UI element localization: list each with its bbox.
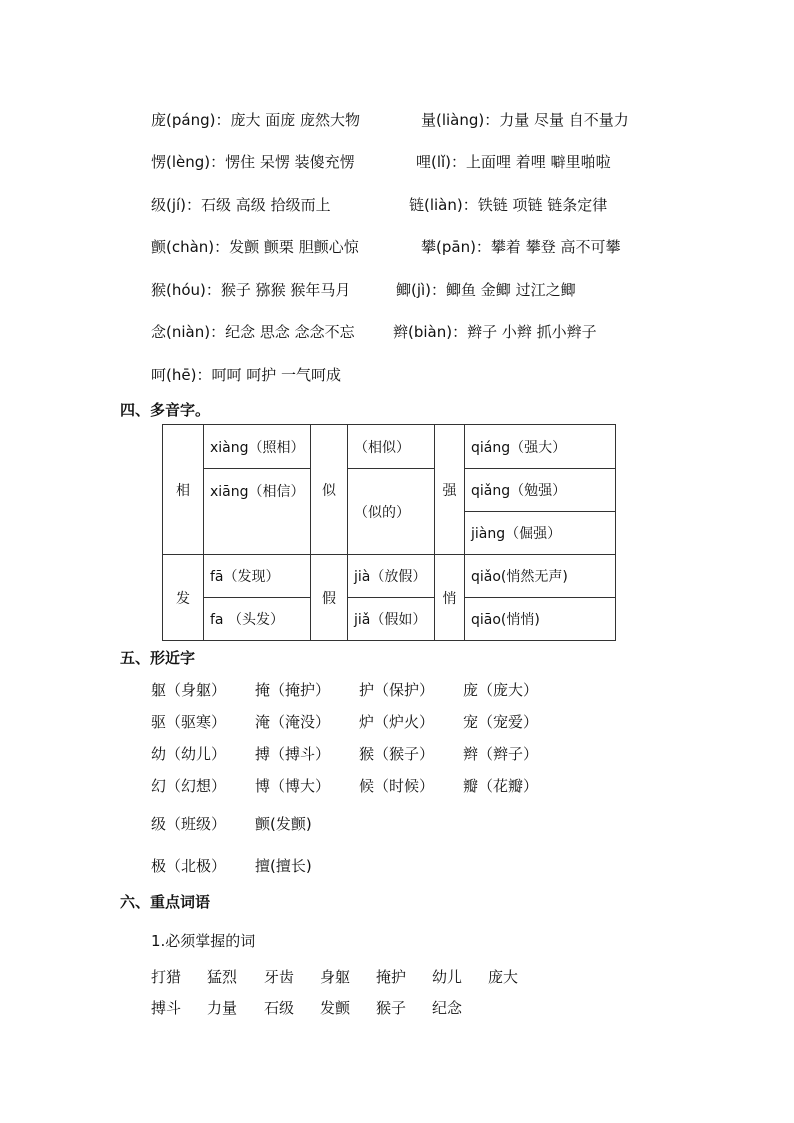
reading-cell: jiàng（倔强）	[465, 512, 616, 555]
key-word: 庞大	[488, 968, 519, 986]
char-cell: 悄	[435, 555, 465, 641]
pron-line: 猴(hóu)：猴子 猕猴 猴年马月	[151, 281, 351, 299]
char-cell: 强	[435, 425, 465, 555]
similar-char-item: 极（北极）	[151, 857, 227, 875]
similar-char-item: 宠（宠爱）	[463, 713, 539, 731]
similar-char-item: 猴（猴子）	[359, 745, 435, 763]
similar-char-item: 幻（幻想）	[151, 777, 227, 795]
similar-char-item: 博（博大）	[255, 777, 331, 795]
similar-char-item: 庞（庞大）	[463, 681, 539, 699]
section-heading: 六、重点词语	[120, 893, 211, 911]
key-word: 搏斗	[151, 999, 182, 1017]
key-word: 打猎	[151, 968, 182, 986]
similar-char-item: 护（保护）	[359, 681, 435, 699]
key-word: 纪念	[432, 999, 463, 1017]
section-heading: 四、多音字。	[120, 401, 211, 419]
similar-char-item: 淹（淹没）	[255, 713, 331, 731]
polyphone-table	[162, 424, 616, 641]
similar-char-item: 搏（搏斗）	[255, 745, 331, 763]
reading-cell: fā（发现）	[204, 555, 311, 598]
similar-char-item: 级（班级）	[151, 815, 227, 833]
key-word: 发颤	[320, 999, 351, 1017]
key-word: 猛烈	[207, 968, 238, 986]
similar-char-item: 掩（掩护）	[255, 681, 331, 699]
similar-char-item: 炉（炉火）	[359, 713, 435, 731]
similar-char-item: 瓣（花瓣）	[463, 777, 539, 795]
key-word: 掩护	[376, 968, 407, 986]
pron-line: 辫(biàn)：辫子 小辫 抓小辫子	[393, 323, 597, 341]
reading-cell: qiǎo(悄然无声)	[465, 555, 616, 598]
similar-char-item: 候（时候）	[359, 777, 435, 795]
char-cell: 发	[163, 555, 204, 641]
key-word: 猴子	[376, 999, 407, 1017]
key-word: 石级	[264, 999, 295, 1017]
char-cell: 假	[311, 555, 348, 641]
reading-cell: fa （头发）	[204, 598, 311, 641]
pron-line: 颤(chàn)：发颤 颤栗 胆颤心惊	[151, 238, 359, 256]
pron-line: 呵(hē)：呵呵 呵护 一气呵成	[151, 366, 341, 384]
key-word: 牙齿	[264, 968, 295, 986]
pron-line: 鲫(jì)：鲫鱼 金鲫 过江之鲫	[396, 281, 576, 299]
similar-char-item: 幼（幼儿）	[151, 745, 227, 763]
pron-line: 量(liàng)：力量 尽量 自不量力	[421, 111, 629, 129]
char-cell: 似	[311, 425, 348, 555]
pron-line: 链(liàn)：铁链 项链 链条定律	[409, 196, 608, 214]
key-word: 力量	[207, 999, 238, 1017]
key-word: 幼儿	[432, 968, 463, 986]
similar-char-item: 躯（身躯）	[151, 681, 227, 699]
similar-char-item: 擅(擅长)	[255, 857, 312, 875]
reading-cell: （似的）	[348, 469, 435, 555]
pron-line: 级(jí)：石级 高级 拾级而上	[151, 196, 331, 214]
pron-line: 愣(lèng)：愣住 呆愣 装傻充愣	[151, 153, 355, 171]
reading-cell: jià（放假）	[348, 555, 435, 598]
pron-line: 哩(lǐ)：上面哩 着哩 噼里啪啦	[416, 153, 611, 171]
pron-line: 念(niàn)：纪念 思念 念念不忘	[151, 323, 355, 341]
pron-line: 攀(pān)：攀着 攀登 高不可攀	[421, 238, 621, 256]
char-cell: 相	[163, 425, 204, 555]
key-word: 身躯	[320, 968, 351, 986]
reading-cell: qiáng（强大）	[465, 425, 616, 469]
similar-char-item: 驱（驱寒）	[151, 713, 227, 731]
reading-cell: jiǎ（假如）	[348, 598, 435, 641]
similar-char-item: 颤(发颤)	[255, 815, 312, 833]
reading-cell: xiàng（照相）	[204, 425, 311, 469]
reading-cell: xiāng（相信）	[204, 469, 311, 555]
subheading: 1.必须掌握的词	[151, 932, 256, 950]
reading-cell: （相似）	[348, 425, 435, 469]
pron-line: 庞(páng)：庞大 面庞 庞然大物	[151, 111, 360, 129]
reading-cell: qiǎng（勉强）	[465, 469, 616, 512]
similar-char-item: 辫（辫子）	[463, 745, 539, 763]
section-heading: 五、形近字	[120, 649, 196, 667]
reading-cell: qiāo(悄悄)	[465, 598, 616, 641]
